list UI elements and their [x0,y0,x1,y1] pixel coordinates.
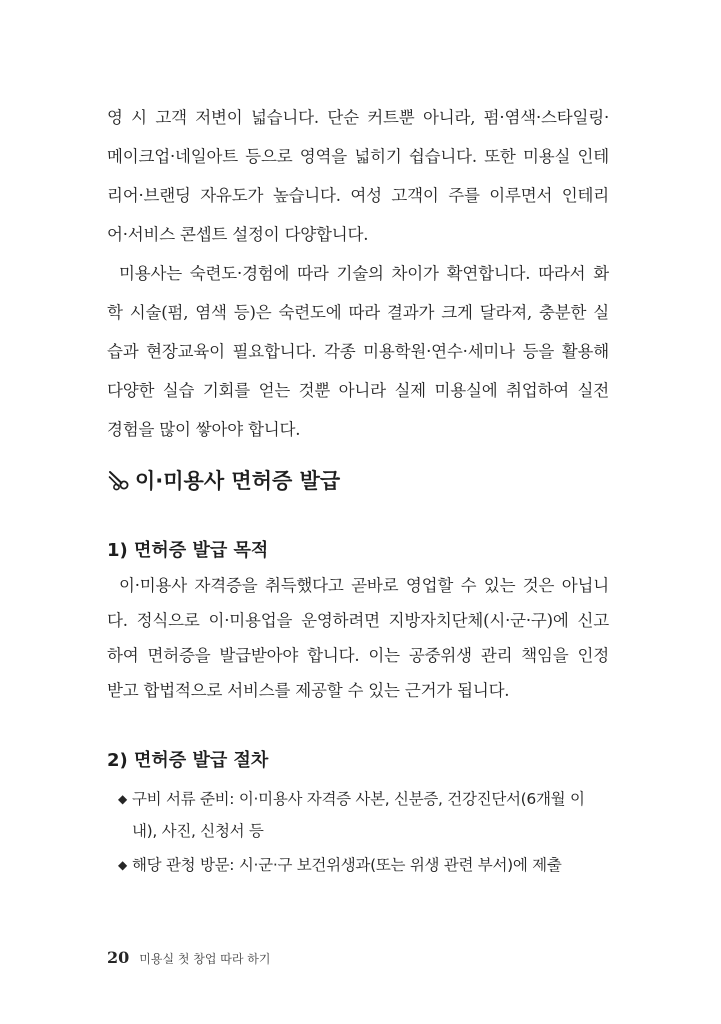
text-line: 다양한 실습 기회를 얻는 것뿐 아니라 실제 미용실에 취업하여 실전 [107,381,609,400]
page-footer [107,948,270,969]
text-line: 메이크업·네일아트 등으로 영역을 넓히기 쉽습니다. 또한 미용실 인테 [107,147,609,166]
text-line: 이·미용사 자격증을 취득했다고 곧바로 영업할 수 있는 것은 아닙니 [119,576,609,595]
section-heading [107,466,340,496]
text-line: 경험을 많이 쌓아야 합니다. [107,420,301,439]
subsection-2-title: 2) 면허증 발급 절차 [107,750,269,771]
diamond-bullet-icon: ◆ [118,792,127,806]
book-title: 미용실 첫 창업 따라 하기 [139,952,271,966]
scissors-icon [107,468,131,492]
list-item [118,787,585,811]
list-item-text: 구비 서류 준비: 이·미용사 자격증 사본, 신분증, 건강진단서(6개월 이 [132,790,585,808]
list-item-continuation: 내), 사진, 신청서 등 [132,822,264,840]
text-line: 미용사는 숙련도·경험에 따라 기술의 차이가 확연합니다. 따라서 화 [119,264,609,283]
page-number: 20 [107,948,130,967]
section-title: 이·미용사 면허증 발급 [135,469,341,493]
text-line: 다. 정식으로 이·미용업을 운영하려면 지방자치단체(시·군·구)에 신고 [107,611,609,630]
text-line: 리어·브랜딩 자유도가 높습니다. 여성 고객이 주를 이루면서 인테리 [107,186,609,205]
text-line: 학 시술(펌, 염색 등)은 숙련도에 따라 결과가 크게 달라져, 충분한 실 [107,303,609,322]
text-line: 영 시 고객 저변이 넓습니다. 단순 커트뿐 아니라, 펌·염색·스타일링· [107,108,609,127]
text-line: 습과 현장교육이 필요합니다. 각종 미용학원·연수·세미나 등을 활용해 [107,342,609,361]
text-line: 받고 합법적으로 서비스를 제공할 수 있는 근거가 됩니다. [107,681,510,700]
subsection-1-title: 1) 면허증 발급 목적 [107,540,269,561]
list-item-text: 해당 관청 방문: 시·군·구 보건위생과(또는 위생 관련 부서)에 제출 [132,856,562,874]
diamond-bullet-icon: ◆ [118,858,127,872]
text-line: 하여 면허증을 발급받아야 합니다. 이는 공중위생 관리 책임을 인정 [107,646,609,665]
text-line: 어·서비스 콘셉트 설정이 다양합니다. [107,225,369,244]
list-item [118,853,562,877]
